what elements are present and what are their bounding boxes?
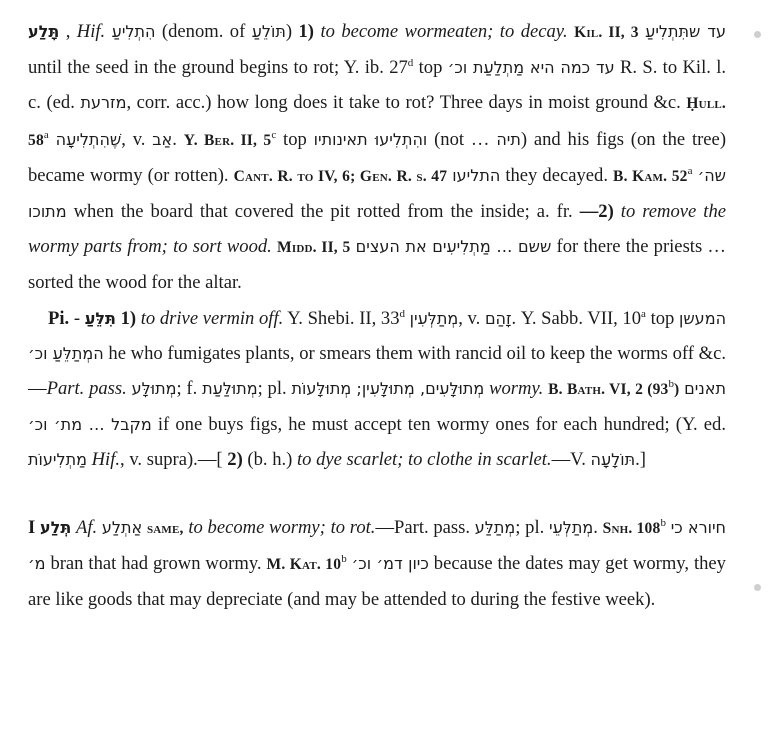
hebrew-term: והִתְלִיעוּ תאינותיו [313, 129, 428, 149]
source-reference: Ḥull. 58 [28, 95, 726, 149]
body-text: . [593, 516, 603, 538]
source-reference: M. Kat. 10 [266, 555, 342, 573]
gloss-text: Af. [75, 516, 98, 538]
folio-side: d [399, 307, 405, 320]
hebrew-term: תְּלַע [39, 517, 72, 537]
folio-side: c [271, 128, 277, 141]
hebrew-term: תּוֹלֵעַ [251, 22, 286, 41]
hebrew-term: שֶׁהִתְלִיעָה [55, 129, 122, 149]
body-text: bran that had grown wormy. [45, 552, 267, 574]
entry-marker-dot[interactable] [754, 31, 761, 38]
folio-side: a [687, 164, 693, 177]
hebrew-term: תאנים מקבל … מת׳ וכ׳ [28, 379, 726, 435]
folio-side: d [407, 57, 414, 70]
body-text: (denom. of [155, 21, 252, 42]
sense-marker: —2) [579, 201, 614, 223]
body-text: ) and his figs (on the tree) became wormy (or rotten). [28, 128, 727, 186]
gloss-text: Part. pass. [46, 378, 127, 400]
folio-side: b [660, 516, 666, 529]
hebrew-term: מְתוּלָּעִים, מְתוּלָּעִין; מְתוּלָּעוֹת [291, 379, 485, 399]
body-text: ; pl. [515, 516, 550, 538]
body-text: , v. [121, 128, 153, 150]
body-text: R. S. to Kil. l. c. (ed. [28, 57, 727, 114]
hebrew-term: מַתְלִיעוֹת [28, 450, 87, 470]
source-reference: same, [146, 519, 184, 537]
body-text: ; f. [176, 378, 203, 400]
body-text: (not … [427, 128, 497, 150]
hebrew-term: מְתַלְּעֵי [549, 517, 594, 537]
body-text: if one buys figs, he must accept ten wormy ones for each hundred; (Y. ed. [151, 414, 727, 436]
body-text: - [69, 307, 85, 329]
body-text: top [413, 57, 448, 79]
sense-marker: 2) [227, 449, 243, 471]
sense-marker: Pi. [48, 307, 70, 329]
entry-pi-paragraph [28, 301, 726, 478]
hebrew-term: מזרעת [80, 93, 127, 113]
hebrew-term: אַתְלַע [101, 517, 143, 537]
body-text [614, 201, 621, 222]
body-text: (b. h.) [242, 449, 297, 471]
folio-side: b [341, 552, 347, 565]
body-text: , v. supra).—[ [120, 449, 228, 471]
body-text: top [276, 128, 314, 150]
body-text: —Part. pass. [375, 516, 475, 538]
entry-hif-paragraph [28, 14, 726, 301]
body-text: —V. [551, 449, 591, 471]
body-text: until the seed in the ground begins to rot; Y. ib. 27 [28, 57, 408, 79]
hebrew-term: תיה [496, 129, 521, 149]
body-text [49, 129, 56, 150]
body-text: for there the priests … sorted the wood for the altar. [28, 236, 726, 294]
dictionary-page [28, 14, 726, 617]
sense-marker: 1) [120, 307, 137, 329]
body-text: they decayed. [500, 164, 614, 186]
source-reference: Y. Ber. II, 5 [183, 131, 272, 149]
hebrew-term: ששם … מַתְלִיעִים את העצים [355, 237, 552, 257]
body-text: . [172, 128, 184, 150]
hebrew-term: מְתַלַּע [474, 517, 516, 537]
source-reference: ) [674, 381, 680, 399]
source-reference: Kil. II, 3 [574, 24, 639, 41]
source-reference: B. Bath. VI, 2 (93 [548, 381, 669, 399]
body-text: , v. [458, 307, 485, 329]
folio-side: a [43, 128, 49, 141]
gloss-text: Hif. [76, 21, 106, 42]
entry-telaa [28, 510, 726, 618]
hebrew-term: חיורא כי מ׳ [28, 517, 727, 573]
gloss-text: Hif. [91, 449, 121, 471]
source-reference: Snh. 108 [602, 519, 661, 537]
hebrew-term: מְתַלְּעִין [409, 308, 459, 328]
gloss-text: wormy. [489, 378, 544, 400]
hebrew-term: הִתְלִיעַ [111, 22, 156, 41]
folio-side: b [668, 377, 674, 390]
body-text: , corr. acc.) how long does it take to rot? Three days in moist ground &c. [126, 92, 687, 114]
body-text: . Y. Sabb. VII, 10 [511, 307, 642, 329]
entry-marker-dot[interactable] [754, 584, 761, 591]
body-text: because the dates may get wormy, they are like goods that may depreciate (and may be attended to during the festive week). [28, 552, 726, 611]
hebrew-term: מְתוּלָּע [131, 379, 177, 399]
hebrew-term: זָהַם [484, 308, 512, 328]
body-text: Y. Shebi. II, 33 [283, 307, 400, 329]
gloss-text: to remove the wormy parts from; to sort wood. [28, 201, 727, 258]
hebrew-term: עד שתִּתְלִיעַ [645, 22, 726, 41]
gloss-text: to dye scarlet; to clothe in scarlet. [297, 449, 552, 471]
entry-af-paragraph [28, 510, 726, 618]
hebrew-term: תִּלֵּעַ [84, 308, 116, 328]
body-text: top [645, 307, 679, 329]
hebrew-term: עד כמה היא מַתְלַעַת וכ׳ [447, 58, 615, 78]
gloss-text: to drive vermin off. [140, 307, 284, 329]
sense-marker: 1) [298, 21, 314, 42]
source-reference: Midd. II, 5 [277, 239, 351, 257]
body-text: ; pl. [257, 378, 292, 400]
folio-side: a [641, 307, 646, 320]
hebrew-term: אַב [152, 129, 173, 149]
hebrew-term: התליעו [452, 165, 501, 185]
body-text: , [59, 21, 77, 42]
sense-marker: I [28, 516, 36, 538]
body-text: .] [635, 449, 646, 471]
hebrew-term: תָּלַע [28, 22, 60, 41]
hebrew-term: כיון דמ׳ וכ׳ [351, 553, 429, 573]
body-text: he who fumigates plants, or smears them with rancid oil to keep the worms off &c.— [28, 342, 727, 400]
body-text: when the board that covered the pit rotted from the inside; a. fr. [66, 201, 580, 223]
hebrew-term: שה׳ מתוכו [28, 165, 727, 222]
hebrew-term: המעשן המְתַלֵּעַ וכ׳ [28, 308, 727, 363]
gloss-text: to become wormy; to rot. [188, 516, 376, 538]
source-reference: B. Kam. 52 [613, 167, 688, 185]
gloss-text: to become wormeaten; to decay. [320, 21, 568, 42]
hebrew-term: מְתוּלַּעַת [202, 379, 258, 399]
hebrew-term: תּוֹלָעָה [590, 450, 636, 470]
source-reference: Cant. R. to IV, 6; Gen. R. s. 47 [233, 167, 448, 185]
entry-talaa [28, 14, 726, 478]
body-text: ) [285, 21, 299, 42]
